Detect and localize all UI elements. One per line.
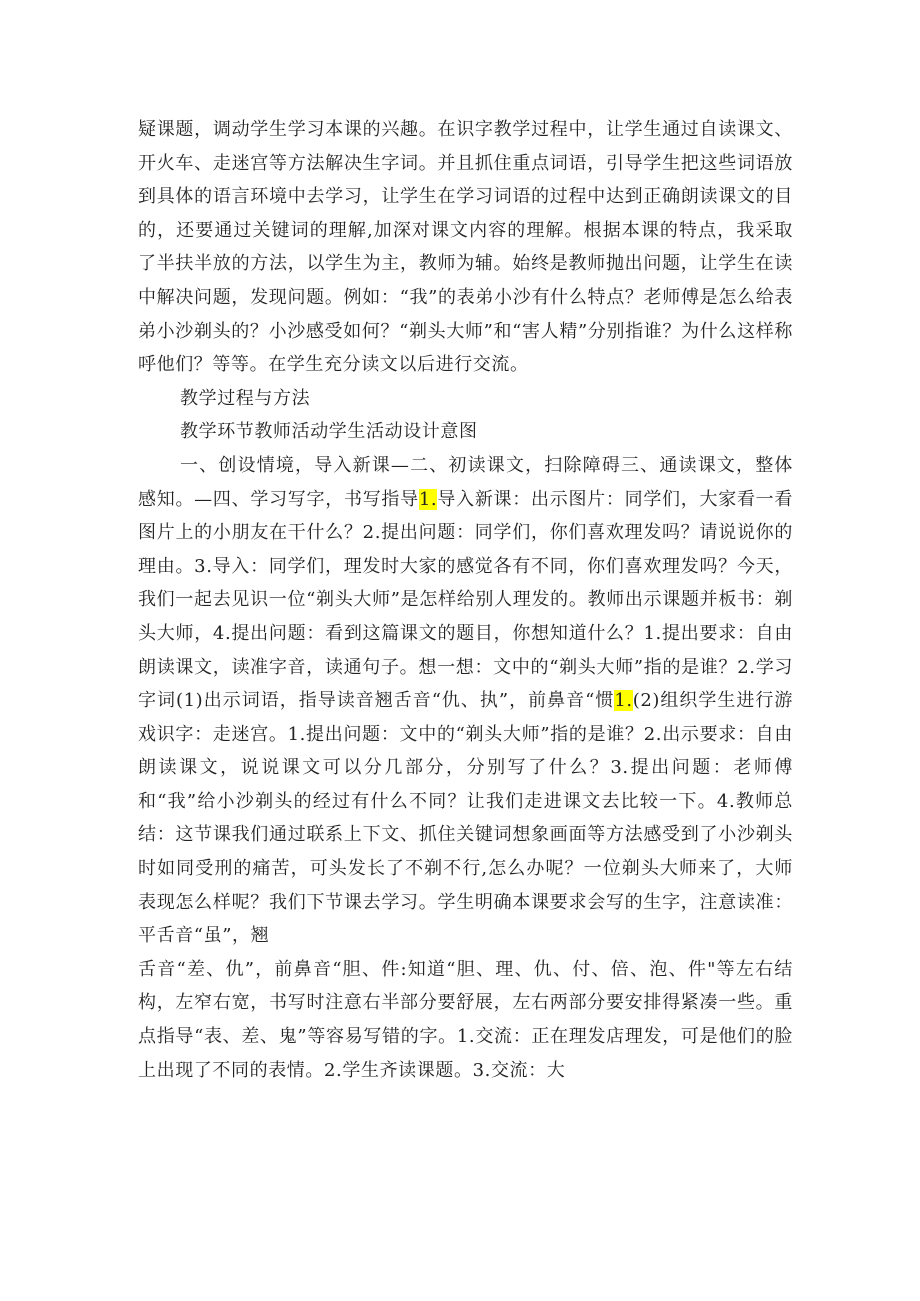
body-paragraph-continuation: 舌音“差、仇”，前鼻音“胆、件:知道“胆、理、仇、付、倍、泡、件"等左右结构，左窄右宽，书写时注意右半部分要舒展，左右两部分要安排得紧凑一些。重点指导“表、差、鬼”等容易写错的字。1.交流：正在理发店理发，可是他们的脸上出现了不同的表情。2.学生齐读课题。3.交流：大 — [138, 958, 793, 1081]
body-paragraph-steps — [138, 449, 793, 953]
steps-text-part-2: 导入新课：出示图片：同学们，大家看一看图片上的小朋友在干什么？2.提出问题：同学们，你们喜欢理发吗？请说说你的理由。3.导入：同学们，理发时大家的感觉各有不同，你们喜欢理发吗？今天，我们一起去见识一位“剃头大师”是怎样给别人理发的。教师出示课题并板书：剃头大师，4.提出问题：看到这篇课文的题目，你想知道什么？1.提出要求：自由朗读课文，读准字音，读通句子。想一想：文中的“剃头大师”指的是谁？2.学习字词(1)出示词语，指导读音翘舌音“仇、执”，前鼻音“惯 — [138, 488, 794, 712]
document-body — [138, 113, 793, 1087]
steps-text-part-1: 一、创设情境，导入新课—二、初读课文，扫除障碍三、通读课文，整体感知。—四、学习写字，书写指导 — [138, 454, 793, 510]
section-heading-table: 教学环节教师活动学生活动设计意图 — [180, 421, 478, 443]
section-heading-process: 教学过程与方法 — [180, 387, 311, 409]
highlight-mark-2: 1. — [614, 690, 633, 712]
body-paragraph-intro: 疑课题，调动学生学习本课的兴趣。在识字教学过程中，让学生通过自读课文、开火车、走迷宫等方法解决生字词。并且抓住重点词语，引导学生把这些词语放到具体的语言环境中去学习，让学生在学习词语的过程中达到正确朗读课文的目的，还要通过关键词的理解,加深对课文内容的理解。根据本课的特点，我采取了半扶半放的方法，以学生为主，教师为辅。始终是教师抛出问题，让学生在读中解决问题，发现问题。例如：“我”的表弟小沙有什么特点？老师傅是怎么给表弟小沙剃头的？小沙感受如何？“剃头大师”和“害人精”分别指谁？为什么这样称呼他们？等等。在学生充分读文以后进行交流。 — [138, 119, 793, 376]
highlight-mark-1: 1. — [418, 488, 438, 510]
steps-text-part-3: (2)组织学生进行游戏识字：走迷宫。1.提出问题：文中的“剃头大师”指的是谁？2.出示要求：自由朗读课文，说说课文可以分几部分，分别写了什么？3.提出问题：老师傅和“我”给小沙剃头的经过有什么不同？让我们走进课文去比较一下。4.教师总结：这节课我们通过联系上下文、抓住关键词想象画面等方法感受到了小沙剃头时如同受刑的痛苦，可头发长了不剃不行,怎么办呢？一位剃头大师来了，大师表现怎么样呢？我们下节课去学习。学生明确本课要求会写的生字，注意读准：平舌音“虽”，翘 — [138, 690, 794, 947]
